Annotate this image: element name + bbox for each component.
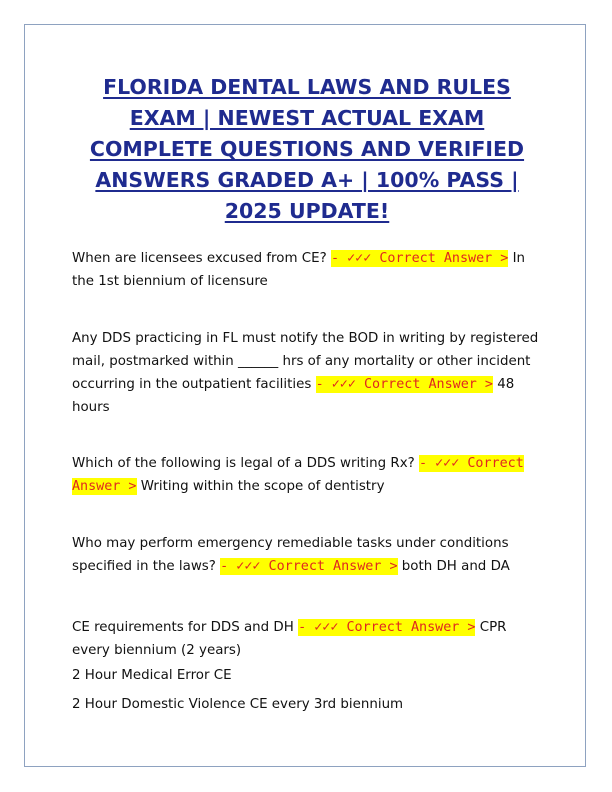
qa-item-3 xyxy=(72,452,542,498)
question-text: Who may perform emergency remediable tasks under conditions specified in the laws? xyxy=(72,536,509,574)
answer-text: Writing within the scope of dentistry xyxy=(140,479,385,494)
correct-answer-marker: - ✓✓✓ Correct Answer > xyxy=(298,620,476,635)
qa-item-4 xyxy=(72,532,542,578)
correct-answer-marker: - ✓✓✓ Correct Answer > xyxy=(220,559,398,574)
answer-text: In the 1st biennium of licensure xyxy=(72,251,526,289)
correct-answer-marker: - ✓✓✓ Correct Answer > xyxy=(315,377,493,392)
qa-item-1 xyxy=(72,247,542,293)
page-title: FLORIDA DENTAL LAWS AND RULES EXAM | NEWEST ACTUAL EXAM COMPLETE QUESTIONS AND VERIFIED ANSWERS GRADED A+ | 100% PASS | 2025 UPDATE! xyxy=(89,75,525,223)
answer-text: both DH and DA xyxy=(401,559,510,574)
question-text: CE requirements for DDS and DH xyxy=(72,620,294,635)
answer-text: 48 hours xyxy=(72,377,515,415)
question-text: When are licensees excused from CE? xyxy=(72,251,327,266)
extra-line: 2 Hour Domestic Violence CE every 3rd biennium xyxy=(72,697,404,712)
answer-text: CPR every biennium (2 years) xyxy=(72,620,507,658)
correct-answer-marker: - ✓✓✓ Correct Answer > xyxy=(72,456,524,494)
qa-item-2 xyxy=(72,327,542,419)
question-text: Which of the following is legal of a DDS writing Rx? xyxy=(72,456,415,471)
qa-item-5 xyxy=(72,616,542,662)
extra-line: 2 Hour Medical Error CE xyxy=(72,668,232,683)
question-text: Any DDS practicing in FL must notify the BOD in writing by registered mail, postmarked within ______ hrs of any mortality or other incident occurring in the outpatient facilities xyxy=(72,331,539,392)
correct-answer-marker: - ✓✓✓ Correct Answer > xyxy=(330,251,509,266)
